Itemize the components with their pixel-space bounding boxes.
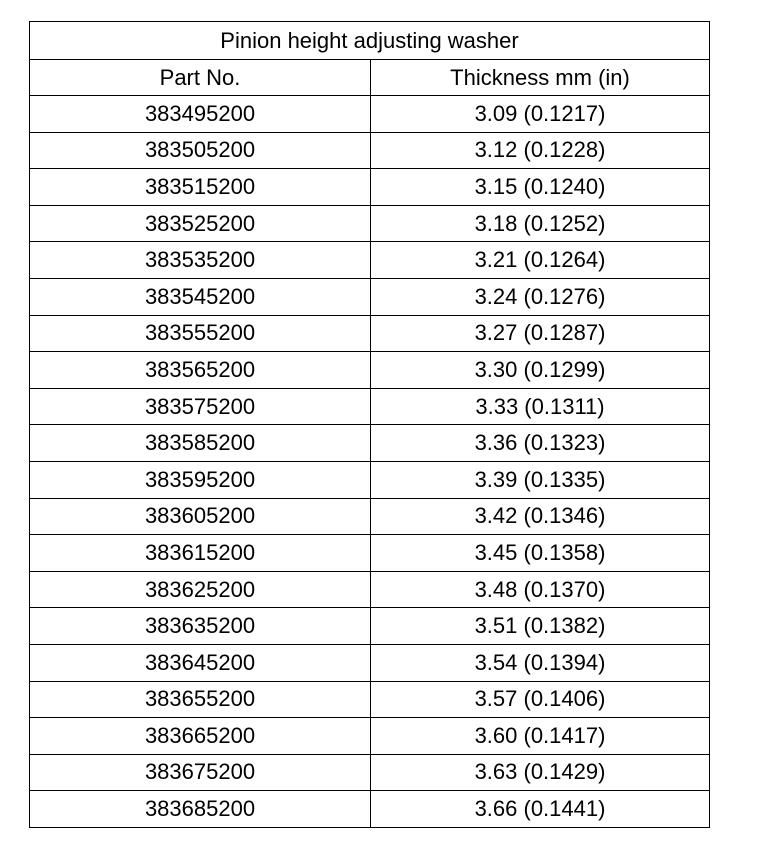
header-thickness: Thickness mm (in) xyxy=(371,60,710,96)
thickness-cell: 3.21 (0.1264) xyxy=(371,242,710,279)
table-row xyxy=(30,96,710,133)
part-number-cell: 383565200 xyxy=(30,352,371,389)
part-number-cell: 383505200 xyxy=(30,132,371,169)
table-row xyxy=(30,132,710,169)
part-number-cell: 383515200 xyxy=(30,169,371,206)
part-number-cell: 383685200 xyxy=(30,791,371,828)
thickness-cell: 3.33 (0.1311) xyxy=(371,388,710,425)
table-header-row xyxy=(30,60,710,96)
table-body xyxy=(30,96,710,828)
thickness-cell: 3.63 (0.1429) xyxy=(371,754,710,791)
table-row xyxy=(30,718,710,755)
part-number-cell: 383495200 xyxy=(30,96,371,133)
thickness-cell: 3.09 (0.1217) xyxy=(371,96,710,133)
washer-table xyxy=(29,21,710,828)
thickness-cell: 3.12 (0.1228) xyxy=(371,132,710,169)
table-row xyxy=(30,461,710,498)
thickness-cell: 3.27 (0.1287) xyxy=(371,315,710,352)
table-row xyxy=(30,608,710,645)
part-number-cell: 383625200 xyxy=(30,571,371,608)
table-row xyxy=(30,498,710,535)
header-part-no: Part No. xyxy=(30,60,371,96)
table-row xyxy=(30,169,710,206)
thickness-cell: 3.42 (0.1346) xyxy=(371,498,710,535)
table-row xyxy=(30,278,710,315)
part-number-cell: 383525200 xyxy=(30,205,371,242)
table-row xyxy=(30,791,710,828)
thickness-cell: 3.66 (0.1441) xyxy=(371,791,710,828)
table-row xyxy=(30,352,710,389)
part-number-cell: 383595200 xyxy=(30,461,371,498)
thickness-cell: 3.18 (0.1252) xyxy=(371,205,710,242)
table-title: Pinion height adjusting washer xyxy=(30,22,710,60)
table-row xyxy=(30,242,710,279)
thickness-cell: 3.60 (0.1417) xyxy=(371,718,710,755)
thickness-cell: 3.57 (0.1406) xyxy=(371,681,710,718)
table-row xyxy=(30,315,710,352)
part-number-cell: 383585200 xyxy=(30,425,371,462)
thickness-cell: 3.51 (0.1382) xyxy=(371,608,710,645)
table-row xyxy=(30,681,710,718)
thickness-cell: 3.45 (0.1358) xyxy=(371,535,710,572)
table-row xyxy=(30,644,710,681)
thickness-cell: 3.36 (0.1323) xyxy=(371,425,710,462)
table-row xyxy=(30,388,710,425)
part-number-cell: 383535200 xyxy=(30,242,371,279)
thickness-cell: 3.30 (0.1299) xyxy=(371,352,710,389)
table-row xyxy=(30,754,710,791)
part-number-cell: 383605200 xyxy=(30,498,371,535)
part-number-cell: 383615200 xyxy=(30,535,371,572)
thickness-cell: 3.48 (0.1370) xyxy=(371,571,710,608)
part-number-cell: 383675200 xyxy=(30,754,371,791)
table-row xyxy=(30,425,710,462)
part-number-cell: 383575200 xyxy=(30,388,371,425)
thickness-cell: 3.15 (0.1240) xyxy=(371,169,710,206)
table-row xyxy=(30,205,710,242)
part-number-cell: 383545200 xyxy=(30,278,371,315)
table-row xyxy=(30,535,710,572)
part-number-cell: 383635200 xyxy=(30,608,371,645)
part-number-cell: 383555200 xyxy=(30,315,371,352)
thickness-cell: 3.24 (0.1276) xyxy=(371,278,710,315)
part-number-cell: 383645200 xyxy=(30,644,371,681)
thickness-cell: 3.54 (0.1394) xyxy=(371,644,710,681)
table-row xyxy=(30,571,710,608)
part-number-cell: 383655200 xyxy=(30,681,371,718)
table-title-row xyxy=(30,22,710,60)
part-number-cell: 383665200 xyxy=(30,718,371,755)
thickness-cell: 3.39 (0.1335) xyxy=(371,461,710,498)
